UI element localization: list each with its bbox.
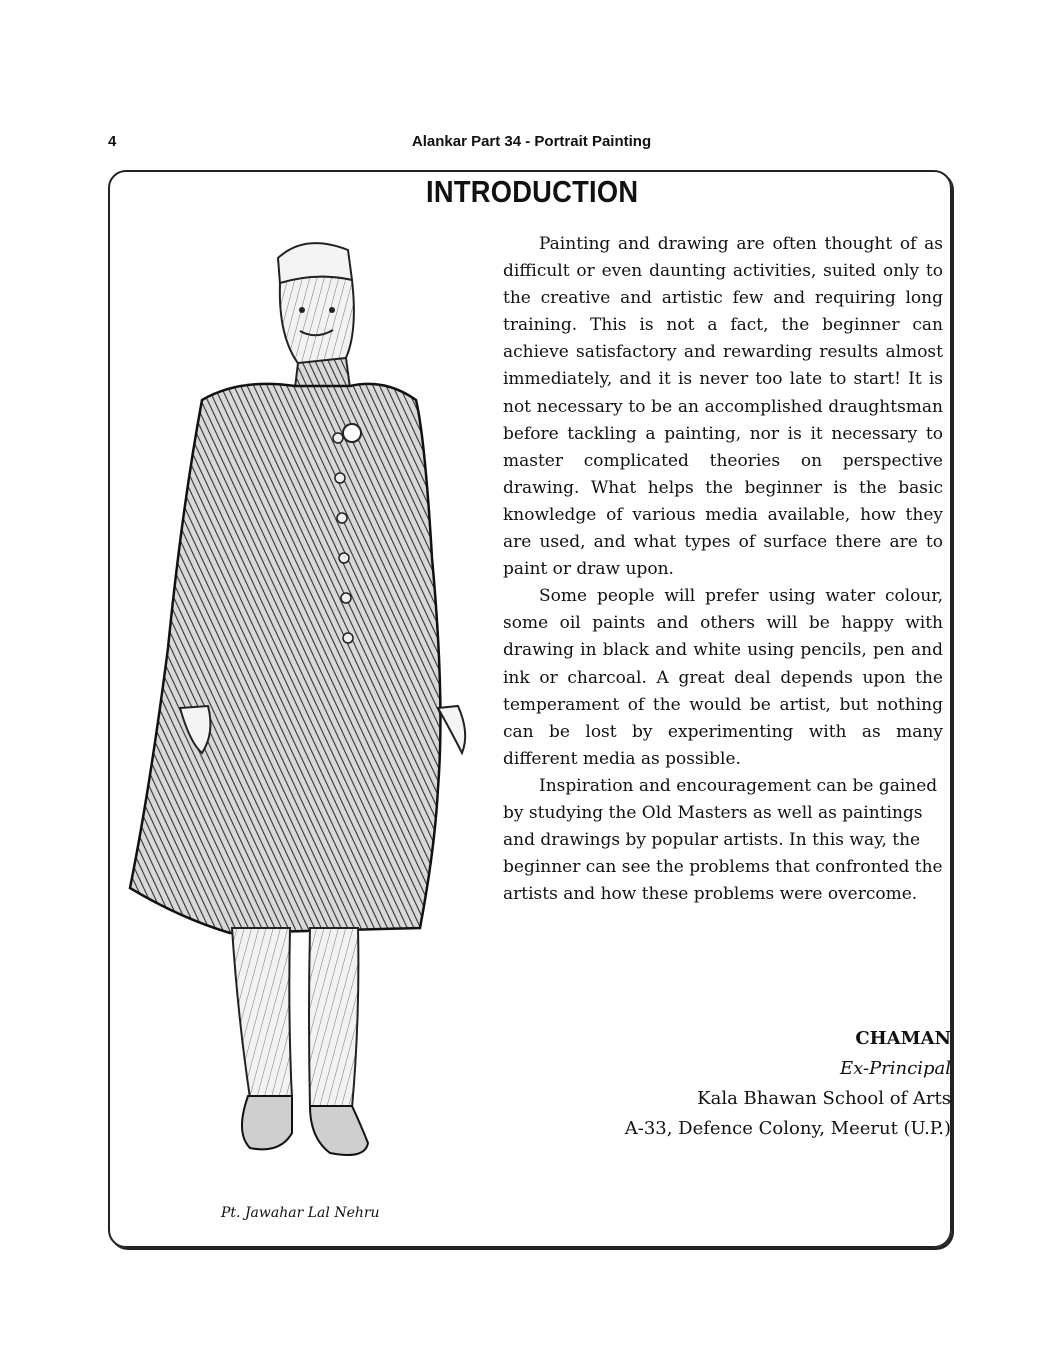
author-institution: Kala Bhawan School of Arts (697, 1088, 951, 1109)
paragraph: Inspiration and encouragement can be gained by studying the Old Masters as well as paintings and drawings by popular artists. In this way, the beginner can see the problems that confronted the artists and how these problems were overcome. (503, 775, 943, 905)
illustration-caption: Pt. Jawahar Lal Nehru (221, 1205, 380, 1221)
paragraph: Some people will prefer using water colour, some oil paints and others will be happy with drawing in black and white using pencils, pen and ink or charcoal. A great deal depends upon the temperament of the would be artist, but nothing can be lost by experimenting with as many different media as possible. (503, 586, 943, 769)
running-header: Alankar Part 34 - Portrait Painting (411, 133, 652, 150)
author-role: Ex-Principal (840, 1058, 951, 1079)
author-name: CHAMAN (855, 1028, 951, 1049)
author-address: A-33, Defence Colony, Meerut (U.P.) (624, 1118, 951, 1139)
introduction-body (503, 231, 943, 908)
page-title: INTRODUCTION (426, 174, 639, 209)
portrait-sketch-icon (120, 228, 475, 1178)
paragraph: Painting and drawing are often thought of as difficult or even daunting activities, suited only to the creative and artistic few and requiring long training. This is not a fact, the beginner can achieve satisfactory and rewarding results almost immediately, and it is never too late to start! It is not necessary to be an accomplished draughtsman before tackling a painting, nor is it necessary to master complicated theories on perspective drawing. What helps the beginner is the basic knowledge of various media available, how they are used, and what types of surface there are to paint or draw upon. (503, 234, 943, 580)
signature-block (625, 1024, 951, 1144)
page-number: 4 (108, 133, 117, 150)
